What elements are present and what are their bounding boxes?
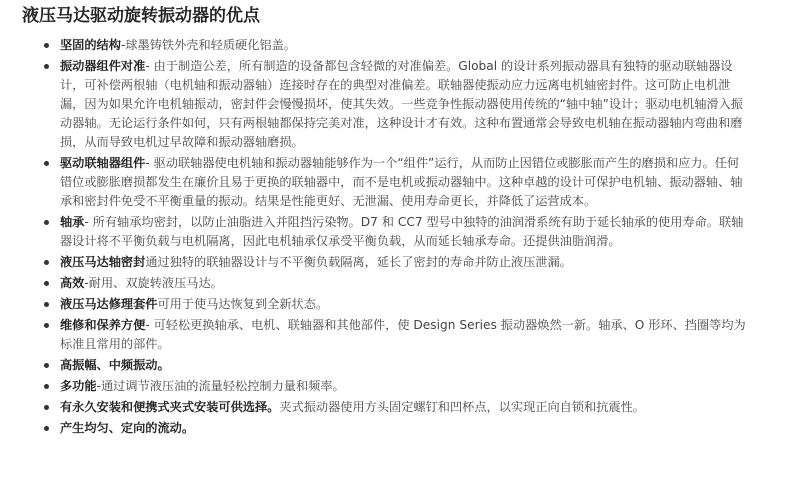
bullet-icon (44, 363, 49, 368)
bullet-icon (44, 323, 49, 328)
list-item (40, 377, 750, 396)
bullet-icon (44, 281, 49, 286)
item-term: 产生均匀、定向的流动。 (60, 421, 195, 435)
list-item (40, 295, 750, 314)
page-title: 液压马达驱动旋转振动器的优点 (22, 6, 260, 26)
bullet-icon (44, 64, 49, 69)
list-item (40, 274, 750, 293)
item-text: 可用于使马达恢复到全新状态。 (157, 297, 329, 311)
bullet-icon (44, 405, 49, 410)
item-term: 高振幅、中频振动。 (60, 358, 170, 372)
item-text: - 可轻松更换轴承、电机、联轴器和其他部件，使 Design Series 振动器焕然一新。轴承、O 形环、挡圈等均为标准且常用的部件。 (60, 318, 746, 351)
bullet-icon (44, 302, 49, 307)
list-item (40, 419, 750, 438)
bullet-icon (44, 384, 49, 389)
item-text: - 所有轴承均密封，以防止油脂进入并阻挡污染物。D7 和 CC7 型号中独特的油润滑系统有助于延长轴承的使用寿命。联轴器设计将不平衡负载与电机隔离，因此电机轴承仅承受平衡负载，从而延长轴承寿命。还提供油脂润滑。 (60, 215, 744, 248)
item-text: 通过独特的联轴器设计与不平衡负载隔离，延长了密封的寿命并防止液压泄漏。 (145, 255, 572, 269)
list-item (40, 398, 750, 417)
item-text: 夹式振动器使用方头固定螺钉和凹杯点，以实现正向自锁和抗震性。 (279, 400, 645, 414)
item-term: 维修和保养方便 (60, 318, 146, 332)
list-item (40, 253, 750, 272)
item-term: 坚固的结构 (60, 38, 121, 52)
list-item (40, 316, 750, 354)
bullet-icon (44, 43, 49, 48)
item-text: -耐用、双旋转液压马达。 (84, 276, 223, 290)
list-item (40, 57, 750, 152)
item-text: - 驱动联轴器使电机轴和振动器轴能够作为一个“组件”运行，从而防止因错位或膨胀而产生的磨损和应力。任何错位或膨胀磨损都发生在廉价且易于更换的联轴器中，而不是电机或振动器轴中。这种卓越的设计可保护电机轴、振动器轴、轴承和密封件免受不平衡重量的振动。结果是性能更好、无泄漏、使用寿命更长，并降低了运营成本。 (60, 156, 743, 208)
item-term: 驱动联轴器组件 (60, 156, 146, 170)
item-term: 振动器组件对准 (60, 59, 146, 73)
item-text: - 由于制造公差，所有制造的设备都包含轻微的对准偏差。Global 的设计系列振动器具有独特的驱动联轴器设计，可补偿两根轴（电机轴和振动器轴）连接时存在的典型对准偏差。联轴器使振动应力远离电机轴密封件。这可防止电机泄漏，因为如果允许电机轴振动，密封件会慢慢损坏，使其失效。一些竞争性振动器使用传统的“轴中轴”设计；驱动电机轴滑入振动器轴。无论运行条件如何，只有两根轴都保持完美对准，这种设计才有效。这种布置通常会导致电机轴在振动器轴内弯曲和磨损，从而导致电机过早故障和振动器轴磨损。 (60, 59, 743, 149)
list-item (40, 154, 750, 211)
item-term: 有永久安装和便携式夹式安装可供选择。 (60, 400, 280, 414)
list-item (40, 213, 750, 251)
item-term: 液压马达修理套件 (60, 297, 158, 311)
item-text: -通过调节液压油的流量轻松控制力量和频率。 (96, 379, 345, 393)
bullet-icon (44, 161, 49, 166)
advantages-list (40, 36, 750, 440)
list-item (40, 356, 750, 375)
item-text: -球墨铸铁外壳和轻质硬化铝盖。 (120, 38, 296, 52)
bullet-icon (44, 220, 49, 225)
bullet-icon (44, 260, 49, 265)
list-item (40, 36, 750, 55)
item-term: 高效 (60, 276, 85, 290)
bullet-icon (44, 426, 49, 431)
item-term: 轴承 (60, 215, 85, 229)
item-term: 液压马达轴密封 (60, 255, 146, 269)
item-term: 多功能 (60, 379, 97, 393)
